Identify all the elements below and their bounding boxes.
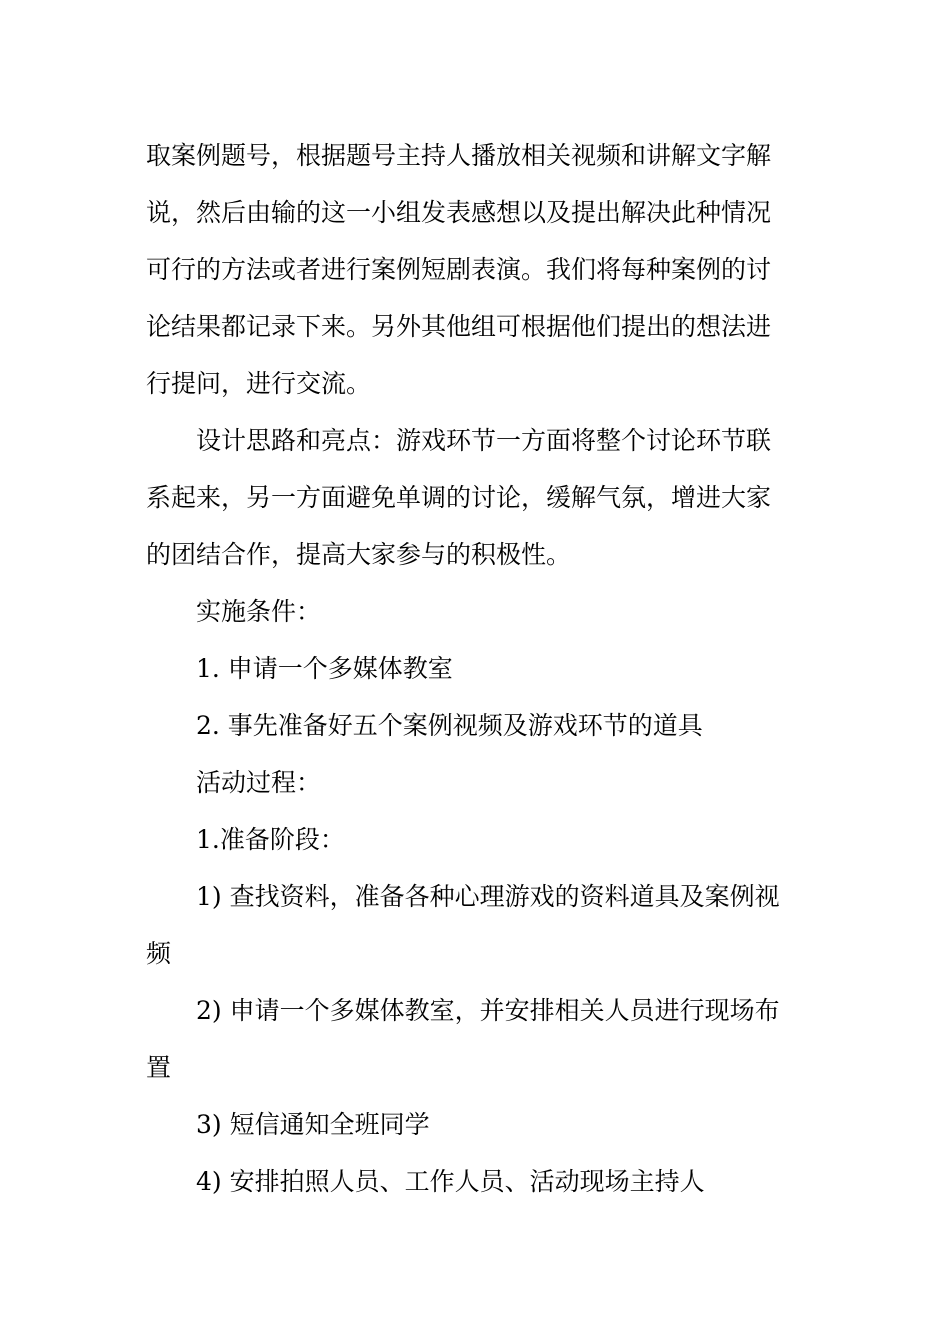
text-line: 可行的方法或者进行案例短剧表演。我们将每种案例的讨 <box>146 255 772 284</box>
text-line: 频 <box>146 939 172 968</box>
list-item: 3) 短信通知全班同学 <box>196 1110 430 1139</box>
section-heading: 活动过程： <box>196 768 322 797</box>
list-item: 1. 申请一个多媒体教室 <box>196 654 453 683</box>
list-item: 1) 查找资料，准备各种心理游戏的资料道具及案例视 <box>196 882 780 911</box>
subsection-heading: 1.准备阶段： <box>196 825 345 854</box>
text-line: 的团结合作，提高大家参与的积极性。 <box>146 540 572 569</box>
list-item: 4) 安排拍照人员、工作人员、活动现场主持人 <box>196 1167 705 1196</box>
text-line: 行提问，进行交流。 <box>146 369 372 398</box>
section-heading: 实施条件： <box>196 597 322 626</box>
list-item: 2. 事先准备好五个案例视频及游戏环节的道具 <box>196 711 703 740</box>
text-line: 系起来，另一方面避免单调的讨论，缓解气氛，增进大家 <box>146 483 772 512</box>
text-line: 论结果都记录下来。另外其他组可根据他们提出的想法进 <box>146 312 772 341</box>
document-body <box>146 127 806 1210</box>
text-line: 说，然后由输的这一小组发表感想以及提出解决此种情况 <box>146 198 772 227</box>
text-line: 取案例题号，根据题号主持人播放相关视频和讲解文字解 <box>146 141 772 170</box>
text-line: 置 <box>146 1053 172 1082</box>
text-line: 设计思路和亮点：游戏环节一方面将整个讨论环节联 <box>196 426 772 455</box>
list-item: 2) 申请一个多媒体教室，并安排相关人员进行现场布 <box>196 996 780 1025</box>
